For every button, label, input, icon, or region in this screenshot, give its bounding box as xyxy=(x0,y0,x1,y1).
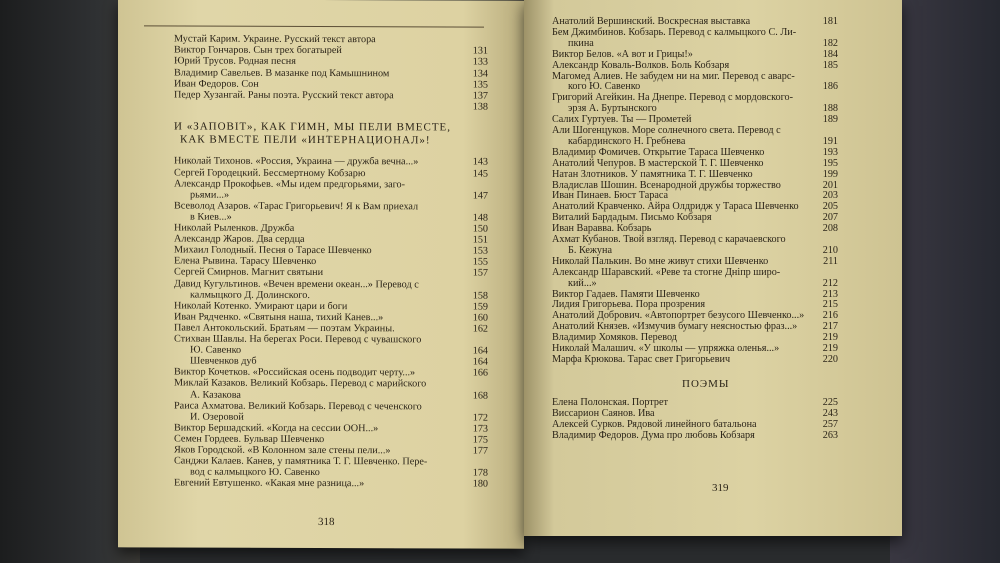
right-page-contents xyxy=(552,16,852,476)
toc-entry xyxy=(552,71,795,83)
toc-entry-page-number: 217 xyxy=(822,321,838,333)
toc-entry xyxy=(190,356,257,368)
toc-entry-page-number: 160 xyxy=(472,312,488,324)
toc-entry xyxy=(190,389,241,401)
toc-entry-page-number: 134 xyxy=(472,68,488,80)
toc-entry-title: Виктор Кочетков. «Российская осень подводит черту...» xyxy=(174,366,416,379)
toc-entry-page-number: 168 xyxy=(472,390,488,402)
toc-entry-title: Семен Гордеев. Бульвар Шевченко xyxy=(174,433,325,445)
toc-entry-page-number: 135 xyxy=(472,79,488,91)
toc-entry xyxy=(568,278,597,290)
toc-entry xyxy=(552,125,781,137)
toc-entry xyxy=(552,147,764,159)
toc-entry-page-number: 159 xyxy=(472,301,488,313)
toc-entry-title: Александр Коваль-Волков. Боль Кобзаря xyxy=(552,59,730,71)
toc-entry-title: Владислав Шошин. Всенародной дружбы торжество xyxy=(552,179,781,191)
toc-entry-title: пкина xyxy=(568,37,594,49)
toc-entry-page-number: 184 xyxy=(822,48,838,60)
toc-entry-page-number: 257 xyxy=(822,418,838,430)
toc-entry-page-number: 151 xyxy=(472,234,488,246)
toc-entry-title: Николай Рыленков. Дружба xyxy=(174,222,295,234)
toc-entry-page-number: 186 xyxy=(822,81,838,93)
toc-entry-title: кого Ю. Савенко xyxy=(568,81,641,93)
toc-entry-page-number: 178 xyxy=(472,467,488,479)
toc-entry xyxy=(552,256,768,268)
toc-entry-title: Николай Тихонов. «Россия, Украина — дружба вечна...» xyxy=(174,155,419,168)
toc-entry xyxy=(552,16,750,28)
toc-entry-title: Яков Городской. «В Колонном зале стены пели...» xyxy=(174,444,391,457)
toc-entry-page-number: 225 xyxy=(822,396,838,408)
toc-entry xyxy=(174,78,259,90)
toc-entry xyxy=(568,81,640,93)
toc-entry xyxy=(190,189,229,201)
toc-entry-title: кабардинского Н. Гребнева xyxy=(568,135,686,147)
left-page xyxy=(118,0,524,549)
toc-entry-title: И. Озеровой xyxy=(190,411,244,423)
toc-entry-title: Анатолий Князев. «Измучив бумагу неясностью фраз...» xyxy=(552,321,798,333)
toc-entry-page-number: 164 xyxy=(472,356,488,368)
toc-entry-title: Стихван Шавлы. На берегах Роси. Перевод с чувашского xyxy=(174,333,422,346)
toc-entry xyxy=(552,332,677,344)
toc-entry-page-number: 133 xyxy=(472,56,488,68)
toc-entry-page-number: 180 xyxy=(472,478,488,490)
toc-entry xyxy=(552,201,799,213)
toc-entry xyxy=(190,211,232,223)
toc-entry-title: Б. Кежуна xyxy=(568,244,612,256)
toc-entry xyxy=(174,56,296,68)
toc-entry-page-number: 191 xyxy=(822,135,838,147)
toc-entry-title: Елена Полонская. Портрет xyxy=(552,396,668,408)
toc-entry xyxy=(174,478,364,490)
toc-entry-page-number: 243 xyxy=(822,407,838,419)
toc-entry-page-number: 164 xyxy=(472,345,488,357)
toc-entry-title: Елена Рывина. Тарасу Шевченко xyxy=(174,255,317,268)
toc-entry xyxy=(552,190,668,202)
toc-entry-page-number: 263 xyxy=(822,429,838,441)
toc-entry-title: Марфа Крюкова. Тарас свет Григорьевич xyxy=(552,353,731,365)
toc-entry-title: вод с калмыцкого Ю. Савенко xyxy=(190,466,320,479)
toc-entry-title: Анатолий Кравченко. Айра Олдридж у Тараса Шевченко xyxy=(552,201,799,213)
toc-entry-title: Евгений Евтушенко. «Какая мне разница...» xyxy=(174,477,365,490)
toc-entry-title: Сергей Городецкий. Бессмертному Кобзарю xyxy=(174,166,366,179)
toc-entry xyxy=(552,158,764,170)
toc-entry-title: Мустай Карим. Украине. Русский текст автора xyxy=(174,33,376,46)
toc-entry-title: кий...» xyxy=(568,277,597,289)
toc-entry xyxy=(568,103,657,115)
toc-entry-title: в Киев...» xyxy=(190,211,232,223)
toc-entry-title: Шевченков дуб xyxy=(190,355,257,367)
toc-entry xyxy=(552,60,729,72)
toc-entry-title: Натан Злотников. У памятника Т. Г. Шевченко xyxy=(552,168,753,180)
toc-entry-title: Виссарион Саянов. Ива xyxy=(552,407,655,419)
toc-entry-title: Александр Шаравский. «Реве та стогне Дніпр широ- xyxy=(552,266,781,278)
toc-entry-title: Иван Рядченко. «Святыня наша, тихий Канев...» xyxy=(174,311,384,324)
toc-entry-title: Сергей Смирнов. Магнит святыни xyxy=(174,266,324,279)
toc-entry-title: Салих Гуртуев. Ты — Прометей xyxy=(552,114,692,126)
toc-entry-title: А. Казакова xyxy=(190,389,241,401)
toc-entry-page-number: 173 xyxy=(472,423,488,435)
toc-entry-title: Ахмат Кубанов. Твой взгляд. Перевод с карачаевского xyxy=(552,234,786,245)
toc-entry xyxy=(552,310,804,322)
toc-entry-page-number: 220 xyxy=(822,353,838,365)
toc-entry-title: Александр Прокофьев. «Мы идем предгорьями, заго- xyxy=(174,178,406,190)
section-heading: КАК ВМЕСТЕ ПЕЛИ «ИНТЕРНАЦИОНАЛ»! xyxy=(180,133,431,147)
toc-entry xyxy=(568,136,685,148)
toc-entry-page-number: 189 xyxy=(822,114,838,126)
toc-entry-page-number: 215 xyxy=(822,299,838,311)
toc-entry xyxy=(552,114,691,126)
toc-entry-title: Владимир Хомяков. Перевод xyxy=(552,332,677,344)
toc-entry-title: Виктор Бершадский. «Когда на сессии ООН...» xyxy=(174,422,379,434)
toc-entry-title: Виталий Бардадым. Письмо Кобзаря xyxy=(552,212,712,224)
toc-entry xyxy=(190,411,244,423)
toc-entry xyxy=(552,354,730,366)
toc-entry xyxy=(552,92,793,104)
left-page-folio: 318 xyxy=(318,515,335,529)
toc-entry-title: Юрий Трусов. Родная песня xyxy=(174,55,296,68)
toc-entry-page-number: 172 xyxy=(472,412,488,424)
toc-entry-title: калмыцкого Д. Долинского. xyxy=(190,289,310,301)
toc-entry xyxy=(552,27,796,39)
toc-entry-page-number: 157 xyxy=(472,267,488,279)
toc-entry xyxy=(552,169,753,181)
toc-entry-page-number: 138 xyxy=(472,101,488,113)
toc-entry-title: Педер Хузангай. Раны поэта. Русский текст автора xyxy=(174,89,394,102)
toc-entry xyxy=(174,89,394,101)
toc-entry-title: Давид Кугультинов. «Вечен времени океан...» Перевод с xyxy=(174,277,419,290)
toc-entry-title: Магомед Алиев. Не забудем ни на миг. Перевод с аварс- xyxy=(552,70,795,82)
toc-entry-page-number: 148 xyxy=(472,212,488,224)
left-page-contents xyxy=(174,33,494,534)
toc-entry-page-number: 175 xyxy=(472,434,488,446)
toc-entry xyxy=(568,38,594,50)
toc-entry xyxy=(190,345,241,357)
section-heading-poems: ПОЭМЫ xyxy=(682,377,730,390)
toc-entry-page-number: 201 xyxy=(822,179,838,191)
toc-entry xyxy=(552,212,712,224)
toc-entry-page-number: 219 xyxy=(822,332,838,344)
toc-entry xyxy=(552,397,668,409)
toc-entry-page-number: 219 xyxy=(822,343,838,354)
toc-entry-page-number: 177 xyxy=(472,445,488,457)
toc-entry-page-number: 207 xyxy=(822,212,838,224)
toc-entry-title: Михаил Голодный. Песня о Тарасе Шевченко xyxy=(174,244,372,257)
toc-entry-title: Иван Варавва. Кобзарь xyxy=(552,223,652,235)
toc-entry-page-number: 153 xyxy=(472,245,488,257)
toc-entry-title: Миклай Казаков. Великий Кобзарь. Перевод с марийского xyxy=(174,377,427,390)
section-heading: И «ЗАПОВІТ», КАК ГИМН, МЫ ПЕЛИ ВМЕСТЕ, xyxy=(174,120,452,134)
toc-entry xyxy=(552,49,693,61)
toc-entry-page-number: 162 xyxy=(472,323,488,335)
toc-entry-page-number: 216 xyxy=(822,310,838,322)
toc-entry xyxy=(552,430,755,442)
toc-entry-title: Анатолий Вершинский. Воскресная выставка xyxy=(552,16,751,27)
toc-entry-title: Санджи Калаев. Канев, у памятника Т. Г. Шевченко. Пере- xyxy=(174,455,428,468)
top-rule xyxy=(144,25,484,27)
background-table-right xyxy=(890,0,1000,563)
toc-entry xyxy=(552,299,705,311)
toc-entry-title: Анатолий Чепуров. В мастерской Т. Г. Шевченко xyxy=(552,157,764,169)
toc-entry-title: Николай Котенко. Умирают цари и боги xyxy=(174,300,348,312)
toc-entry xyxy=(552,234,786,246)
toc-entry-title: рьями...» xyxy=(190,189,230,201)
toc-entry-title: Всеволод Азаров. «Тарас Григорьевич! Я к Вам приехал xyxy=(174,200,419,213)
toc-entry-page-number: 203 xyxy=(822,190,838,202)
toc-entry-title: Иван Федоров. Сон xyxy=(174,78,259,90)
toc-entry-page-number: 155 xyxy=(472,256,488,268)
toc-entry-page-number: 166 xyxy=(472,367,488,379)
toc-entry-page-number: 143 xyxy=(472,156,488,168)
toc-entry-title: Лидия Григорьева. Пора прозрения xyxy=(552,299,706,311)
toc-entry-page-number: 182 xyxy=(822,37,838,49)
toc-entry-title: эрзя А. Буртынского xyxy=(568,103,657,115)
toc-entry xyxy=(552,419,757,431)
toc-entry-page-number: 158 xyxy=(472,290,488,302)
toc-entry-page-number: 212 xyxy=(822,277,838,289)
toc-entry xyxy=(552,321,797,333)
toc-entry-page-number: 137 xyxy=(472,90,488,102)
toc-entry-page-number: 195 xyxy=(822,157,838,169)
toc-entry-title: Владимир Фомичев. Открытие Тараса Шевченко xyxy=(552,146,765,158)
toc-entry-title: Али Шогенцуков. Море солнечного света. Перевод с xyxy=(552,125,781,136)
toc-entry-page-number: 181 xyxy=(822,16,838,27)
toc-entry-title: Виктор Гадаев. Памяти Шевченко xyxy=(552,288,700,300)
toc-entry-page-number: 188 xyxy=(822,103,838,115)
toc-entry xyxy=(568,245,612,257)
right-page-folio: 319 xyxy=(712,482,729,494)
toc-entry-page-number: 145 xyxy=(472,168,488,180)
toc-entry xyxy=(552,180,781,192)
toc-entry-page-number: 210 xyxy=(822,244,838,256)
toc-entry-title: Алексей Сурков. Рядовой линейного батальона xyxy=(552,418,757,430)
toc-entry-page-number: 211 xyxy=(823,255,838,267)
toc-entry-title: Анатолий Добрович. «Автопортрет безусого Шевченко...» xyxy=(552,310,805,322)
toc-entry-page-number: 185 xyxy=(822,59,838,71)
toc-entry-page-number: 193 xyxy=(822,146,838,158)
toc-entry-page-number: 213 xyxy=(822,288,838,300)
toc-entry-page-number: 150 xyxy=(472,223,488,235)
toc-entry-page-number: 199 xyxy=(822,168,838,180)
right-page xyxy=(524,0,902,536)
toc-entry-page-number: 131 xyxy=(472,45,488,57)
toc-entry-title: Виктор Белов. «А вот и Грицы!» xyxy=(552,48,693,60)
toc-entry-title: Иван Пинаев. Бюст Тараса xyxy=(552,190,669,202)
toc-entry-page-number: 208 xyxy=(822,223,838,235)
toc-entry-title: Николай Малашич. «У школы — упряжка оленья...» xyxy=(552,343,780,354)
toc-entry-title: Виктор Гончаров. Сын трех богатырей xyxy=(174,44,342,57)
toc-entry-title: Раиса Ахматова. Великий Кобзарь. Перевод с чеченского xyxy=(174,400,422,412)
toc-entry-title: Владимир Федоров. Дума про любовь Кобзаря xyxy=(552,429,755,441)
toc-entry-page-number: 147 xyxy=(472,190,488,202)
toc-entry-title: Ю. Савенко xyxy=(190,344,242,356)
toc-entry-title: Павел Антокольский. Братьям — поэтам Украины. xyxy=(174,322,395,335)
toc-entry xyxy=(552,408,655,420)
toc-entry xyxy=(552,267,780,279)
toc-entry-title: Николай Палькин. Во мне живут стихи Шевченко xyxy=(552,255,769,267)
toc-entry xyxy=(552,223,651,235)
toc-entry xyxy=(552,343,779,355)
toc-entry-title: Бем Джимбинов. Кобзарь. Перевод с калмыцкого С. Ли- xyxy=(552,26,797,38)
toc-entry-title: Григорий Агейкин. На Днепре. Перевод с мордовского- xyxy=(552,92,794,104)
toc-entry-title: Александр Жаров. Два сердца xyxy=(174,233,305,246)
toc-entry-title: Владимир Савельев. В мазанке под Камышнином xyxy=(174,67,390,79)
toc-entry-page-number: 205 xyxy=(822,201,838,213)
toc-entry xyxy=(552,289,700,301)
